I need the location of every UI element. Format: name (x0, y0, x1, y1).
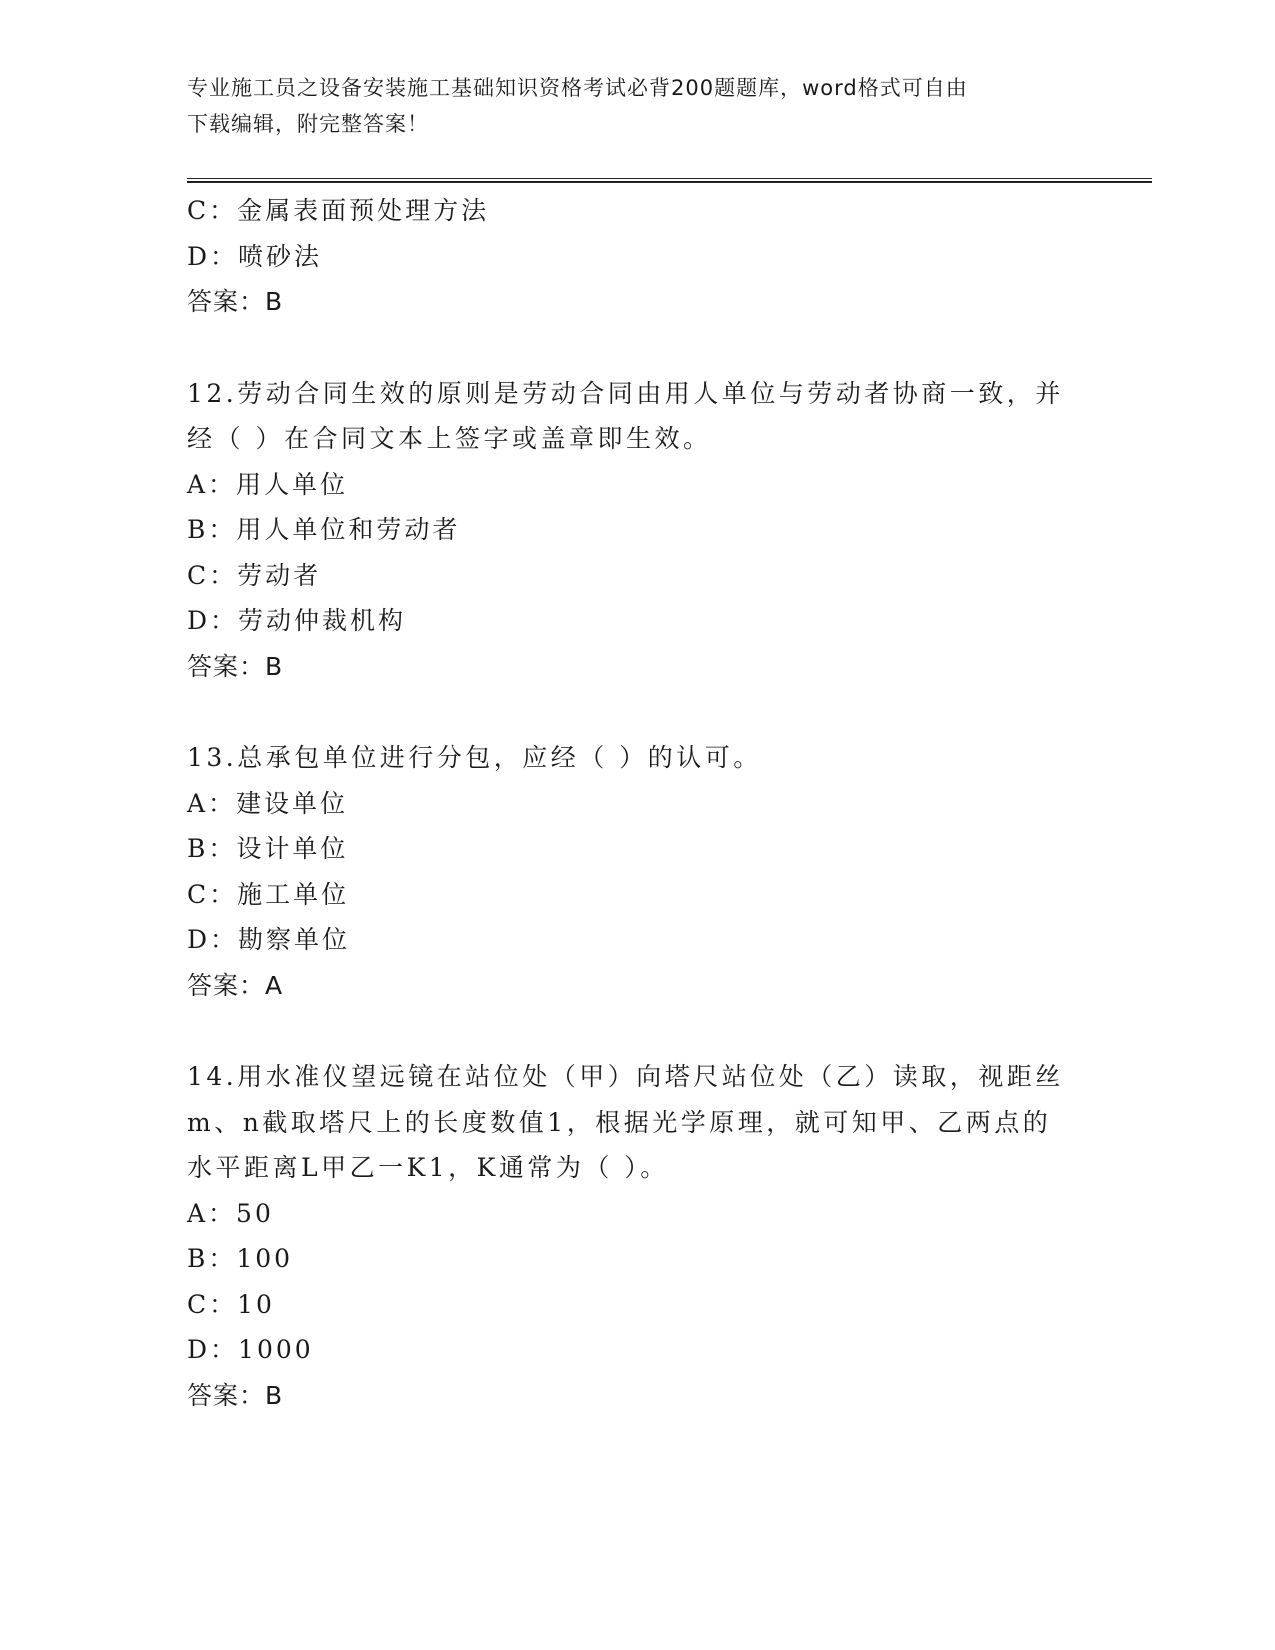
option-c: C：金属表面预处理方法 (187, 196, 490, 225)
question-13 (187, 735, 1147, 1008)
header-line-2: 下载编辑，附完整答案！ (187, 112, 429, 136)
option-a: A：用人单位 (187, 469, 349, 499)
document-body (187, 188, 1147, 1418)
spacer (187, 325, 1147, 371)
option-a: A：建设单位 (187, 788, 349, 818)
answer-line: 答案：B (187, 287, 284, 316)
spacer (187, 689, 1147, 735)
option-b: B：用人单位和劳动者 (187, 515, 461, 544)
question-text: m、n截取塔尺上的长度数值1，根据光学原理，就可知甲、乙两点的 (187, 1107, 1052, 1137)
header-divider (187, 178, 1152, 183)
question-text: 水平距离L甲乙一K1，K通常为（ ）。 (187, 1153, 669, 1182)
document-header (187, 70, 1087, 142)
answer-line: 答案：B (187, 1380, 284, 1410)
option-c: C：施工单位 (187, 879, 350, 909)
answer-line: 答案：A (187, 970, 284, 1000)
option-a: A：50 (187, 1198, 274, 1228)
question-text: 经（ ）在合同文本上签字或盖章即生效。 (187, 424, 712, 453)
answer-line: 答案：B (187, 651, 284, 681)
question-14 (187, 1054, 1147, 1418)
question-text: 12.劳动合同生效的原则是劳动合同由用人单位与劳动者协商一致，并 (187, 378, 1064, 408)
question-continuation (187, 188, 1147, 325)
question-12 (187, 371, 1147, 690)
option-b: B：设计单位 (187, 834, 349, 863)
option-d: D：勘察单位 (187, 925, 351, 954)
option-d: D：喷砂法 (187, 241, 323, 271)
option-c: C：10 (187, 1289, 275, 1319)
option-d: D：1000 (187, 1335, 314, 1364)
option-b: B：100 (187, 1244, 294, 1273)
option-d: D：劳动仲裁机构 (187, 606, 407, 635)
spacer (187, 1008, 1147, 1054)
question-text: 14.用水准仪望远镜在站位处（甲）向塔尺站位处（乙）读取，视距丝 (187, 1062, 1064, 1091)
option-c: C：劳动者 (187, 560, 322, 590)
header-line-1: 专业施工员之设备安装施工基础知识资格考试必背200题题库，word格式可自由 (187, 76, 968, 100)
question-text: 13.总承包单位进行分包，应经（ ）的认可。 (187, 743, 762, 772)
